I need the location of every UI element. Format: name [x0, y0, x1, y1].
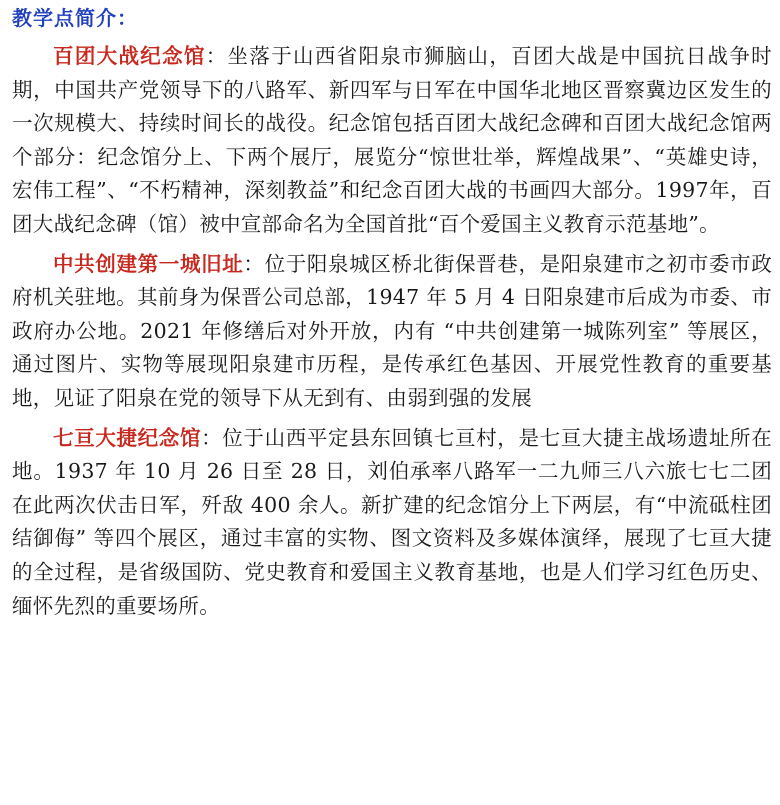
section-term: 百团大战纪念馆	[53, 44, 206, 68]
section-body: ：坐落于山西省阳泉市狮脑山，百团大战是中国抗日战争时期，中国共产党领导下的八路军、新四军与日军在中国华北地区晋察冀边区发生的一次规模大、持续时间长的战役。纪念馆包括百团大战纪念碑和百团大战纪念馆两个部分：纪念馆分上、下两个展厅，展览分“惊世壮举，辉煌战果”、“英雄史诗，宏伟工程”、“不朽精神，深刻教益”和纪念百团大战的书画四大部分。1997年，百团大战纪念碑（馆）被中宣部命名为全国首批“百个爱国主义教育示范基地”。	[12, 44, 772, 236]
section-term: 中共创建第一城旧址	[53, 251, 244, 276]
page-heading: 教学点简介：	[12, 6, 138, 30]
section-body: ：位于阳泉城区桥北街保晋巷，是阳泉建市之初市委市政府机关驻地。其前身为保晋公司总部，1947 年 5 月 4 日阳泉建市后成为市委、市政府办公地。2021 年修缮后对外开放，内有 “中共创建第一城陈列室” 等展区，通过图片、实物等展现阳泉建市历程，是传承红色基因、开展党性教育的重要基地，见证了阳泉在党的领导下从无到有、由弱到强的发展	[12, 251, 772, 410]
section-baituan-memorial	[12, 40, 772, 242]
section-body: ：位于山西平定县东回镇七亘村，是七亘大捷主战场遗址所在地。1937 年 10 月 26 日至 28 日，刘伯承率八路军一二九师三八六旅七七二团在此两次伏击日军，歼敌 400 余人。新扩建的纪念馆分上下两层，有“中流砥柱团结御侮” 等四个展区，通过丰富的实物、图文资料及多媒体演绎，展现了七亘大捷的全过程，是省级国防、党史教育和爱国主义教育基地，也是人们学习红色历史、缅怀先烈的重要场所。	[12, 425, 772, 618]
section-first-city-site	[12, 248, 772, 416]
section-term: 七亘大捷纪念馆	[53, 425, 202, 450]
section-qigen-memorial	[12, 422, 772, 624]
